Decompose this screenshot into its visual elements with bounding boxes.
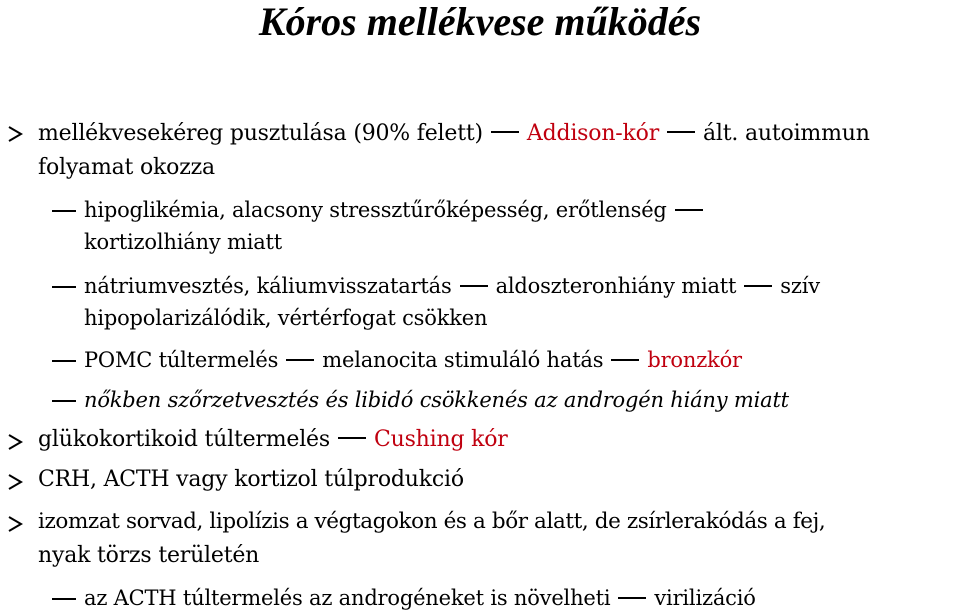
sub-text: hipoglikémia, alacsony stressztűrőképesség, erőtlenség (84, 198, 667, 222)
sub-item-hypoglycemia-line1 (84, 194, 956, 226)
sub-item-hypoglycemia-line2: kortizolhiány miatt (84, 230, 283, 254)
sub-item-women: nőkben szőrzetvesztés és libidó csökkenés az androgén hiány miatt (84, 388, 789, 412)
bullet-muscle-line2: nyak törzs területén (38, 543, 260, 568)
dash-separator (611, 359, 639, 361)
dash-separator (667, 131, 695, 133)
chevron-arrow-icon (6, 515, 24, 533)
sub-text: az ACTH túltermelés az androgéneket is növelheti (84, 586, 611, 610)
sub-text: virilizáció (654, 586, 756, 610)
chevron-arrow-icon (6, 473, 24, 491)
dash-separator (460, 285, 488, 287)
bullet-text: ált. autoimmun (703, 121, 870, 146)
sub-bullet-dash (52, 210, 76, 212)
dash-separator (618, 597, 646, 599)
dash-separator (491, 131, 519, 133)
dash-separator (286, 359, 314, 361)
dash-separator (744, 285, 772, 287)
sub-text: POMC túltermelés (84, 348, 279, 372)
sub-bullet-dash (52, 598, 76, 600)
bullet-muscle-line1: izomzat sorvad, lipolízis a végtagokon és a bőr alatt, de zsírlerakódás a fej, (38, 509, 826, 534)
chevron-arrow-icon (6, 433, 24, 451)
slide-title: Kóros mellékvese működés (258, 0, 702, 44)
bullet-text: glükokortikoid túltermelés (38, 427, 330, 452)
bullet-text: mellékvesekéreg pusztulása (90% felett) (38, 121, 483, 146)
addison-label: Addison-kór (526, 121, 660, 146)
bullet-glucocorticoid (38, 424, 956, 456)
bullet-addison-line1 (38, 118, 956, 150)
sub-text: melanocita stimuláló hatás (322, 348, 604, 372)
chevron-arrow-icon (6, 125, 24, 143)
sub-item-acth-androgen (84, 582, 956, 614)
dash-separator (338, 437, 366, 439)
sub-item-sodium-line1 (84, 270, 956, 302)
sub-bullet-dash (52, 286, 76, 288)
bronzkor-label: bronzkór (647, 348, 742, 372)
dash-separator (675, 209, 703, 211)
bullet-addison-line2: folyamat okozza (38, 155, 215, 180)
bullet-crh-acth: CRH, ACTH vagy kortizol túlprodukció (38, 467, 464, 492)
sub-bullet-dash (52, 400, 76, 402)
sub-text: nátriumvesztés, káliumvisszatartás (84, 274, 452, 298)
sub-item-sodium-line2: hipopolarizálódik, vértérfogat csökken (84, 306, 488, 330)
sub-bullet-dash (52, 360, 76, 362)
sub-text: szív (780, 274, 820, 298)
cushing-label: Cushing kór (373, 427, 508, 452)
sub-text: aldoszteronhiány miatt (495, 274, 737, 298)
sub-item-pomc (84, 344, 956, 376)
